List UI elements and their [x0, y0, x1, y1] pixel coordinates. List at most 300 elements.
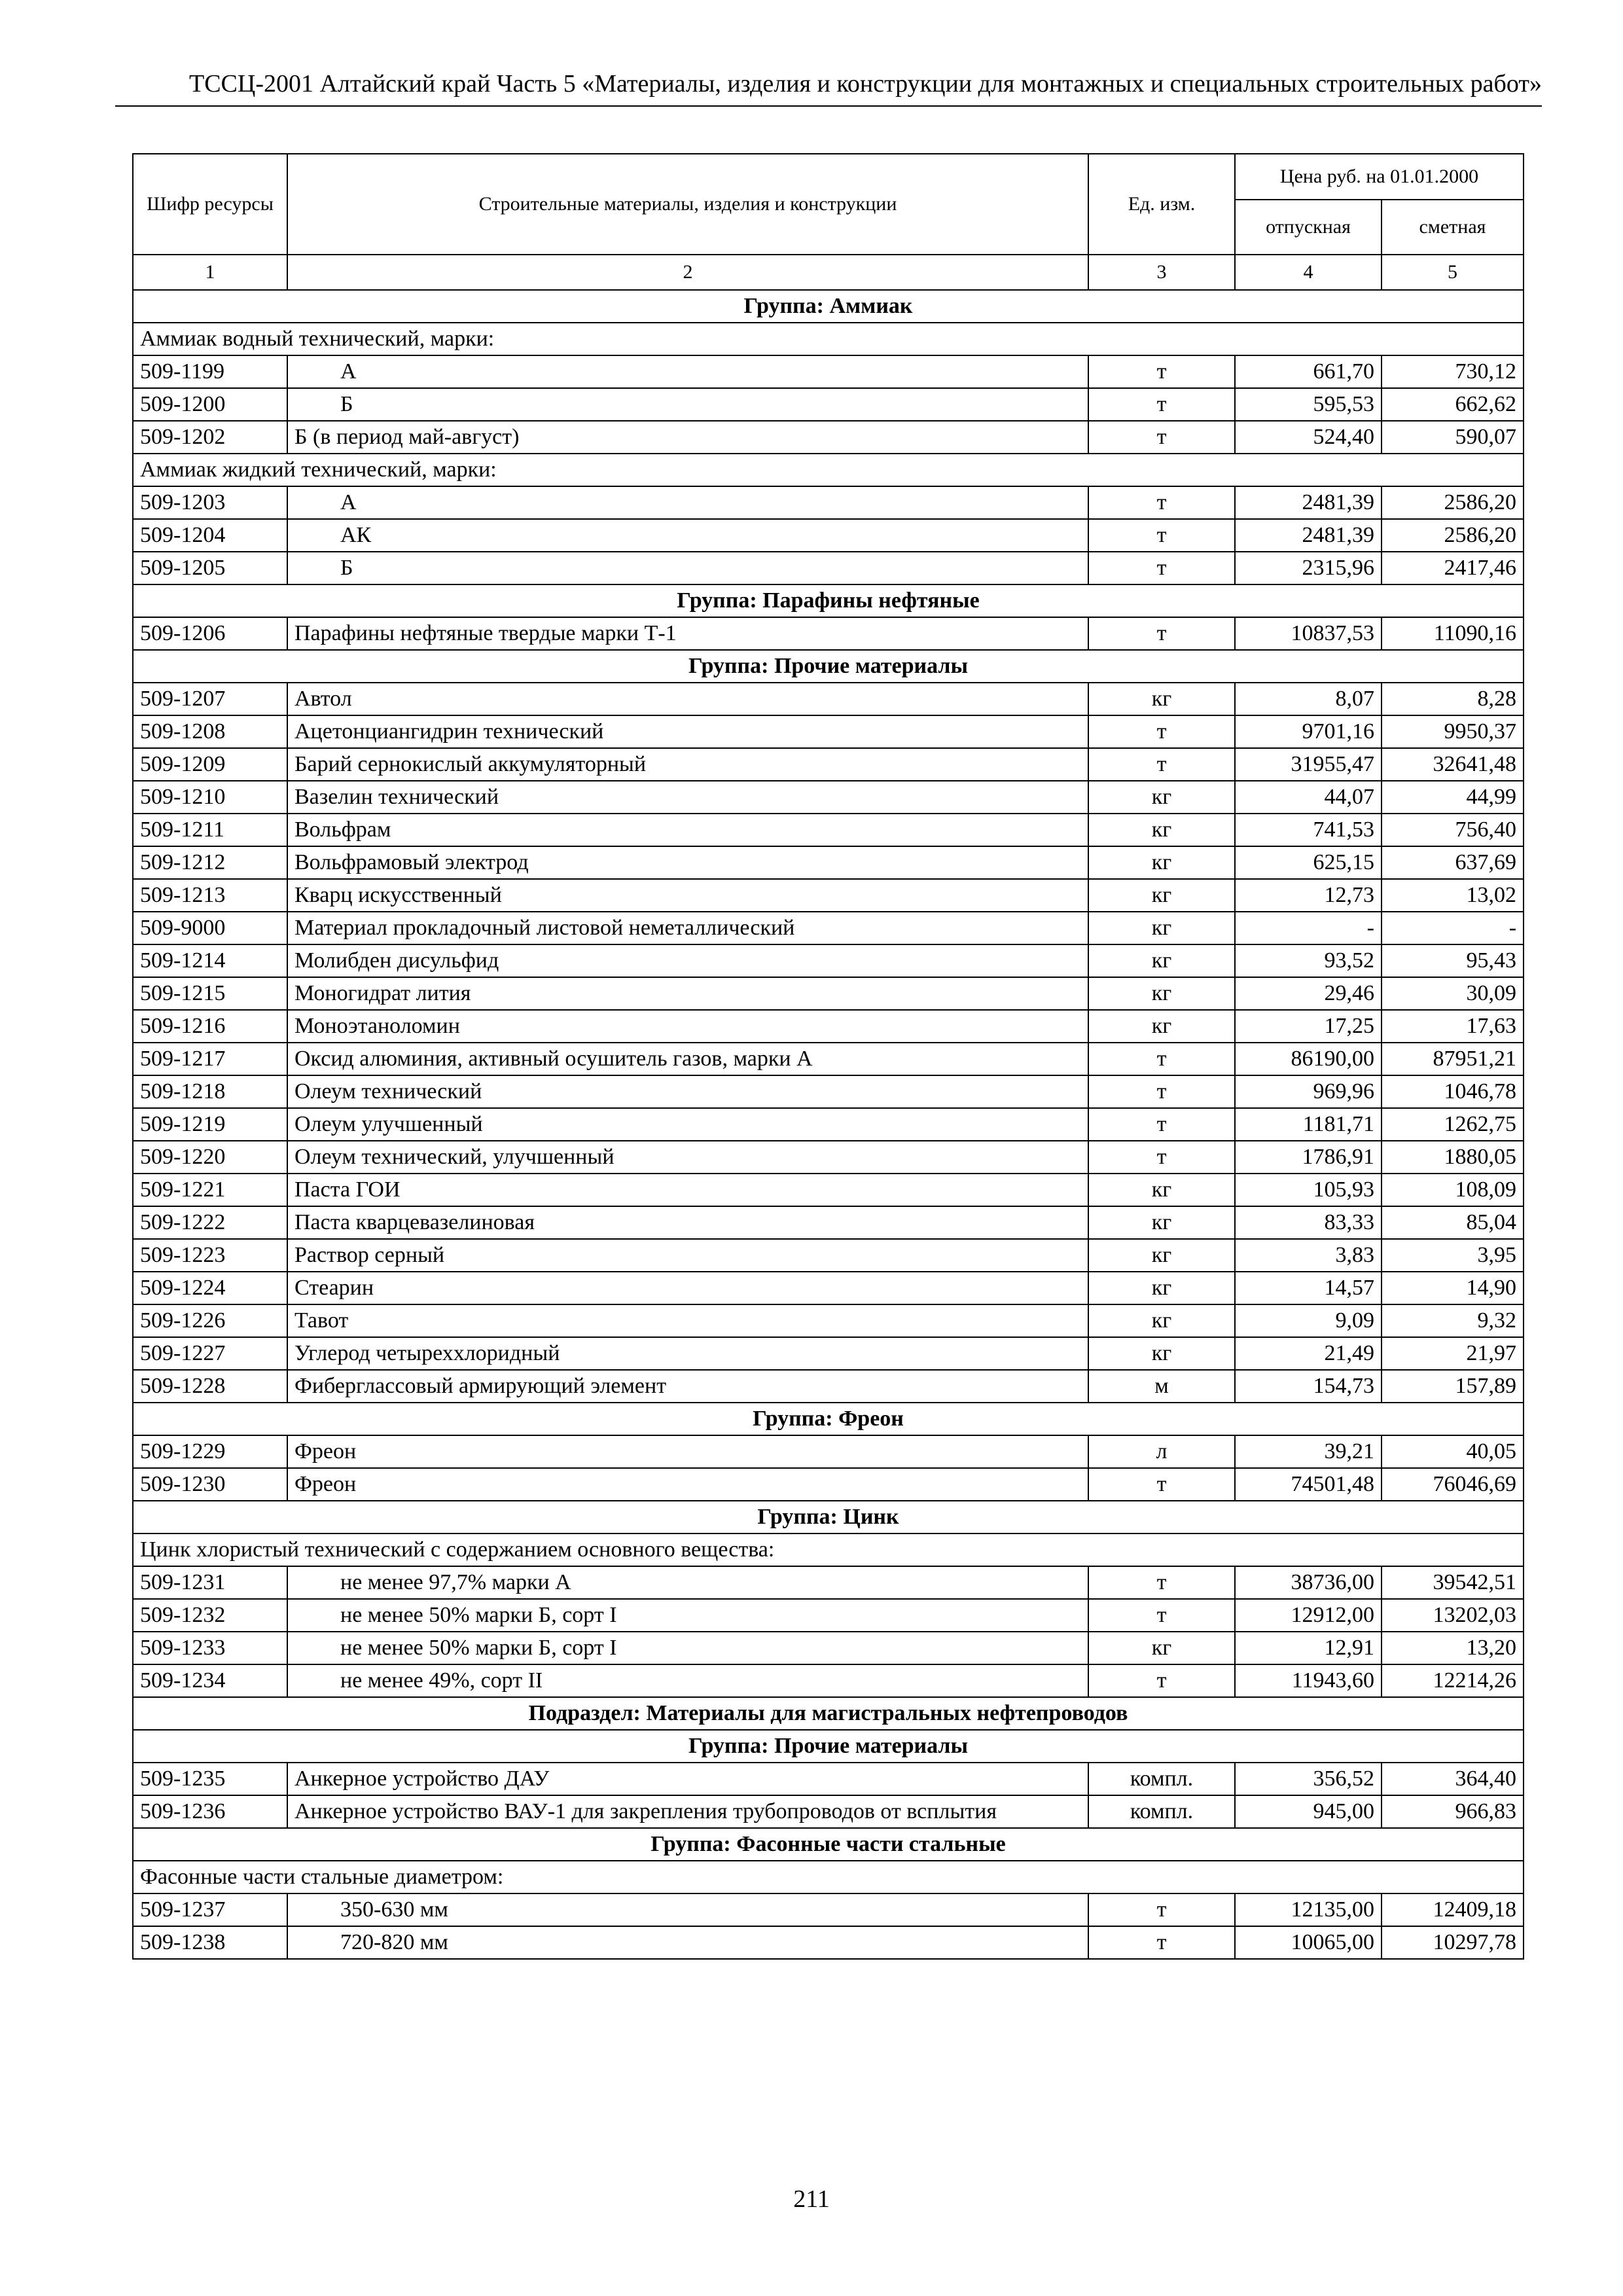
- resource-code: 509-1227: [133, 1337, 287, 1370]
- estimate-price: 44,99: [1382, 781, 1524, 814]
- group-row: [133, 584, 1524, 617]
- material-name-text: Автол: [294, 687, 352, 711]
- material-name: [287, 1893, 1088, 1926]
- page-number: 211: [793, 2185, 830, 2213]
- material-name: [287, 912, 1088, 944]
- section-title: Подраздел: Материалы для магистральных нефтепроводов: [133, 1697, 1524, 1730]
- table-row: [133, 814, 1524, 846]
- resource-code: 509-1230: [133, 1468, 287, 1501]
- estimate-price: 2586,20: [1382, 486, 1524, 519]
- table-row: [133, 1141, 1524, 1174]
- table-row: [133, 1435, 1524, 1468]
- estimate-price: 40,05: [1382, 1435, 1524, 1468]
- unit: кг: [1088, 912, 1235, 944]
- estimate-price: 87951,21: [1382, 1043, 1524, 1075]
- material-name-text: Паста ГОИ: [294, 1177, 401, 1202]
- release-price: 2315,96: [1235, 552, 1382, 584]
- material-name-text: Фреон: [294, 1472, 357, 1496]
- table-row: [133, 617, 1524, 650]
- release-price: 93,52: [1235, 944, 1382, 977]
- material-name-text: Моногидрат лития: [294, 981, 471, 1005]
- estimate-price: 966,83: [1382, 1795, 1524, 1828]
- unit: компл.: [1088, 1795, 1235, 1828]
- table-row: [133, 683, 1524, 715]
- material-name: [287, 944, 1088, 977]
- unit: т: [1088, 1108, 1235, 1141]
- subheading-row: [133, 1534, 1524, 1566]
- material-name: [287, 1599, 1088, 1632]
- material-name-text: Моноэтаноломин: [294, 1014, 460, 1038]
- col-header-estimate: сметная: [1382, 200, 1524, 255]
- resource-code: 509-1232: [133, 1599, 287, 1632]
- unit: кг: [1088, 781, 1235, 814]
- estimate-price: 10297,78: [1382, 1926, 1524, 1959]
- resource-code: 509-1213: [133, 879, 287, 912]
- estimate-price: 85,04: [1382, 1206, 1524, 1239]
- material-name: [287, 977, 1088, 1010]
- section-row: [133, 1697, 1524, 1730]
- subheading-row: [133, 1861, 1524, 1893]
- unit: т: [1088, 617, 1235, 650]
- material-name-text: Паста кварцевазелиновая: [294, 1210, 535, 1234]
- material-name-text: Углерод четыреххлоридный: [294, 1341, 560, 1365]
- col-header-name: Строительные материалы, изделия и конструкции: [287, 154, 1088, 255]
- group-title: Группа: Прочие материалы: [133, 1730, 1524, 1763]
- table-row: [133, 1075, 1524, 1108]
- col-header-release: отпускная: [1235, 200, 1382, 255]
- resource-code: 509-9000: [133, 912, 287, 944]
- table-row: [133, 1206, 1524, 1239]
- unit: т: [1088, 1599, 1235, 1632]
- table-row: [133, 944, 1524, 977]
- table-row: [133, 1468, 1524, 1501]
- resource-code: 509-1219: [133, 1108, 287, 1141]
- resource-code: 509-1212: [133, 846, 287, 879]
- group-row: [133, 1828, 1524, 1861]
- estimate-price: 590,07: [1382, 421, 1524, 454]
- release-price: 21,49: [1235, 1337, 1382, 1370]
- release-price: 12912,00: [1235, 1599, 1382, 1632]
- unit: кг: [1088, 879, 1235, 912]
- unit: м: [1088, 1370, 1235, 1403]
- table-row: [133, 846, 1524, 879]
- material-name: [287, 1206, 1088, 1239]
- resource-code: 509-1224: [133, 1272, 287, 1304]
- material-name: [287, 1468, 1088, 1501]
- release-price: 524,40: [1235, 421, 1382, 454]
- release-price: 11943,60: [1235, 1664, 1382, 1697]
- material-name-text: Парафины нефтяные твердые марки Т-1: [294, 621, 677, 645]
- material-name-text: АК: [340, 523, 372, 547]
- material-name: [287, 1370, 1088, 1403]
- release-price: 154,73: [1235, 1370, 1382, 1403]
- estimate-price: 108,09: [1382, 1174, 1524, 1206]
- estimate-price: -: [1382, 912, 1524, 944]
- group-title: Группа: Прочие материалы: [133, 650, 1524, 683]
- subheading-row: [133, 323, 1524, 355]
- resource-code: 509-1237: [133, 1893, 287, 1926]
- resource-code: 509-1229: [133, 1435, 287, 1468]
- resource-code: 509-1202: [133, 421, 287, 454]
- release-price: 17,25: [1235, 1010, 1382, 1043]
- release-price: 39,21: [1235, 1435, 1382, 1468]
- col-number-5: 5: [1382, 255, 1524, 290]
- release-price: 595,53: [1235, 388, 1382, 421]
- release-price: 14,57: [1235, 1272, 1382, 1304]
- material-name: [287, 1664, 1088, 1697]
- material-name: [287, 1337, 1088, 1370]
- material-name-text: Б: [340, 392, 353, 416]
- material-name: [287, 617, 1088, 650]
- unit: т: [1088, 552, 1235, 584]
- table-row: [133, 1795, 1524, 1828]
- material-name-text: не менее 49%, сорт II: [340, 1668, 543, 1693]
- col-number-1: 1: [133, 255, 287, 290]
- release-price: 10837,53: [1235, 617, 1382, 650]
- group-row: [133, 1730, 1524, 1763]
- material-name-text: не менее 50% марки Б, сорт I: [340, 1636, 617, 1660]
- table-row: [133, 388, 1524, 421]
- table-row: [133, 1174, 1524, 1206]
- table-row: [133, 715, 1524, 748]
- group-title: Группа: Фреон: [133, 1403, 1524, 1435]
- estimate-price: 1262,75: [1382, 1108, 1524, 1141]
- resource-code: 509-1204: [133, 519, 287, 552]
- resource-code: 509-1223: [133, 1239, 287, 1272]
- material-name: [287, 1926, 1088, 1959]
- material-name-text: не менее 97,7% марки А: [340, 1570, 571, 1594]
- material-name-text: Олеум улучшенный: [294, 1112, 483, 1136]
- release-price: 86190,00: [1235, 1043, 1382, 1075]
- unit: кг: [1088, 1337, 1235, 1370]
- material-name: [287, 1304, 1088, 1337]
- unit: т: [1088, 1043, 1235, 1075]
- unit: т: [1088, 1664, 1235, 1697]
- unit: кг: [1088, 1239, 1235, 1272]
- unit: кг: [1088, 1632, 1235, 1664]
- release-price: 44,07: [1235, 781, 1382, 814]
- group-row: [133, 1501, 1524, 1534]
- unit: кг: [1088, 977, 1235, 1010]
- material-name-text: Молибден дисульфид: [294, 948, 499, 973]
- table-row: [133, 486, 1524, 519]
- release-price: 1786,91: [1235, 1141, 1382, 1174]
- resource-code: 509-1222: [133, 1206, 287, 1239]
- material-name: [287, 1435, 1088, 1468]
- subheading-text: Цинк хлористый технический с содержанием основного вещества:: [133, 1534, 1524, 1566]
- estimate-price: 12214,26: [1382, 1664, 1524, 1697]
- table-row: [133, 1893, 1524, 1926]
- material-name: [287, 781, 1088, 814]
- material-name: [287, 1566, 1088, 1599]
- material-name-text: Материал прокладочный листовой неметаллический: [294, 916, 795, 940]
- material-name-text: не менее 50% марки Б, сорт I: [340, 1603, 617, 1627]
- estimate-price: 39542,51: [1382, 1566, 1524, 1599]
- estimate-price: 9,32: [1382, 1304, 1524, 1337]
- material-name: [287, 846, 1088, 879]
- release-price: 3,83: [1235, 1239, 1382, 1272]
- release-price: 945,00: [1235, 1795, 1382, 1828]
- table-row: [133, 1337, 1524, 1370]
- estimate-price: 76046,69: [1382, 1468, 1524, 1501]
- table-header: [133, 154, 1524, 290]
- table-row: [133, 977, 1524, 1010]
- material-name-text: Вазелин технический: [294, 785, 499, 809]
- unit: т: [1088, 486, 1235, 519]
- release-price: 9701,16: [1235, 715, 1382, 748]
- material-name-text: А: [340, 490, 357, 514]
- estimate-price: 157,89: [1382, 1370, 1524, 1403]
- unit: кг: [1088, 944, 1235, 977]
- material-name: [287, 355, 1088, 388]
- unit: т: [1088, 355, 1235, 388]
- material-name-text: Ацетонциангидрин технический: [294, 719, 604, 744]
- resource-code: 509-1231: [133, 1566, 287, 1599]
- material-name-text: Кварц искусственный: [294, 883, 502, 907]
- release-price: 2481,39: [1235, 519, 1382, 552]
- release-price: 12,73: [1235, 879, 1382, 912]
- material-name: [287, 1010, 1088, 1043]
- estimate-price: 17,63: [1382, 1010, 1524, 1043]
- resource-code: 509-1233: [133, 1632, 287, 1664]
- material-name-text: Вольфрамовый электрод: [294, 850, 529, 874]
- material-name: [287, 1108, 1088, 1141]
- unit: т: [1088, 421, 1235, 454]
- subheading-text: Аммиак жидкий технический, марки:: [133, 454, 1524, 486]
- material-name: [287, 552, 1088, 584]
- running-header: ТССЦ-2001 Алтайский край Часть 5 «Материалы, изделия и конструкции для монтажных и специальных строительных работ»: [189, 70, 1542, 98]
- resource-code: 509-1203: [133, 486, 287, 519]
- unit: т: [1088, 1468, 1235, 1501]
- estimate-price: 1046,78: [1382, 1075, 1524, 1108]
- resource-code: 509-1214: [133, 944, 287, 977]
- estimate-price: 30,09: [1382, 977, 1524, 1010]
- col-header-code: Шифр ресурсы: [133, 154, 287, 255]
- header-rule: [115, 105, 1542, 107]
- table-row: [133, 1599, 1524, 1632]
- material-name-text: Фиберглассовый армирующий элемент: [294, 1374, 667, 1398]
- estimate-price: 1880,05: [1382, 1141, 1524, 1174]
- release-price: 74501,48: [1235, 1468, 1382, 1501]
- resource-code: 509-1216: [133, 1010, 287, 1043]
- table-row: [133, 552, 1524, 584]
- material-name-text: А: [340, 359, 357, 384]
- release-price: 356,52: [1235, 1763, 1382, 1795]
- resource-code: 509-1210: [133, 781, 287, 814]
- material-name: [287, 1763, 1088, 1795]
- estimate-price: 2417,46: [1382, 552, 1524, 584]
- table-row: [133, 1010, 1524, 1043]
- resource-code: 509-1228: [133, 1370, 287, 1403]
- material-name: [287, 519, 1088, 552]
- resource-code: 509-1217: [133, 1043, 287, 1075]
- material-name: [287, 814, 1088, 846]
- resource-code: 509-1235: [133, 1763, 287, 1795]
- unit: кг: [1088, 683, 1235, 715]
- table-row: [133, 1108, 1524, 1141]
- unit: т: [1088, 748, 1235, 781]
- release-price: 1181,71: [1235, 1108, 1382, 1141]
- release-price: 969,96: [1235, 1075, 1382, 1108]
- material-name: [287, 715, 1088, 748]
- material-name-text: Анкерное устройство ДАУ: [294, 1767, 550, 1791]
- material-name-text: Оксид алюминия, активный осушитель газов, марки А: [294, 1047, 813, 1071]
- estimate-price: 13202,03: [1382, 1599, 1524, 1632]
- resource-code: 509-1234: [133, 1664, 287, 1697]
- resource-code: 509-1199: [133, 355, 287, 388]
- resource-code: 509-1209: [133, 748, 287, 781]
- resource-code: 509-1218: [133, 1075, 287, 1108]
- unit: кг: [1088, 1174, 1235, 1206]
- material-name-text: Анкерное устройство ВАУ-1 для закрепления трубопроводов от всплытия: [294, 1799, 997, 1823]
- table-row: [133, 1370, 1524, 1403]
- release-price: 8,07: [1235, 683, 1382, 715]
- estimate-price: 637,69: [1382, 846, 1524, 879]
- release-price: -: [1235, 912, 1382, 944]
- group-title: Группа: Парафины нефтяные: [133, 584, 1524, 617]
- material-name-text: Раствор серный: [294, 1243, 445, 1267]
- unit: т: [1088, 1893, 1235, 1926]
- col-header-price: Цена руб. на 01.01.2000: [1235, 154, 1524, 200]
- material-name: [287, 1795, 1088, 1828]
- resource-code: 509-1236: [133, 1795, 287, 1828]
- subheading-text: Аммиак водный технический, марки:: [133, 323, 1524, 355]
- unit: кг: [1088, 1206, 1235, 1239]
- table-row: [133, 1664, 1524, 1697]
- release-price: 38736,00: [1235, 1566, 1382, 1599]
- col-header-unit: Ед. изм.: [1088, 154, 1235, 255]
- unit: т: [1088, 1075, 1235, 1108]
- table-row: [133, 1566, 1524, 1599]
- table-row: [133, 1632, 1524, 1664]
- col-number-3: 3: [1088, 255, 1235, 290]
- estimate-price: 2586,20: [1382, 519, 1524, 552]
- table-row: [133, 912, 1524, 944]
- material-name-text: Олеум технический, улучшенный: [294, 1145, 615, 1169]
- table-row: [133, 879, 1524, 912]
- estimate-price: 12409,18: [1382, 1893, 1524, 1926]
- unit: компл.: [1088, 1763, 1235, 1795]
- material-name: [287, 1272, 1088, 1304]
- material-name: [287, 879, 1088, 912]
- material-name-text: Б: [340, 556, 353, 580]
- col-number-4: 4: [1235, 255, 1382, 290]
- group-row: [133, 290, 1524, 323]
- material-name-text: Вольфрам: [294, 817, 391, 842]
- material-name-text: Б (в период май-август): [294, 425, 520, 449]
- release-price: 2481,39: [1235, 486, 1382, 519]
- material-name: [287, 1043, 1088, 1075]
- table-row: [133, 1304, 1524, 1337]
- estimate-price: 32641,48: [1382, 748, 1524, 781]
- release-price: 83,33: [1235, 1206, 1382, 1239]
- material-name-text: Барий сернокислый аккумуляторный: [294, 752, 647, 776]
- estimate-price: 8,28: [1382, 683, 1524, 715]
- resource-code: 509-1220: [133, 1141, 287, 1174]
- table-row: [133, 1043, 1524, 1075]
- unit: т: [1088, 519, 1235, 552]
- release-price: 661,70: [1235, 355, 1382, 388]
- unit: т: [1088, 715, 1235, 748]
- resource-code: 509-1206: [133, 617, 287, 650]
- release-price: 29,46: [1235, 977, 1382, 1010]
- unit: т: [1088, 1566, 1235, 1599]
- subheading-text: Фасонные части стальные диаметром:: [133, 1861, 1524, 1893]
- estimate-price: 95,43: [1382, 944, 1524, 977]
- group-row: [133, 650, 1524, 683]
- material-name: [287, 748, 1088, 781]
- resource-code: 509-1205: [133, 552, 287, 584]
- estimate-price: 756,40: [1382, 814, 1524, 846]
- price-table: [132, 153, 1524, 1960]
- unit: кг: [1088, 1272, 1235, 1304]
- material-name-text: Тавот: [294, 1308, 349, 1333]
- group-title: Группа: Аммиак: [133, 290, 1524, 323]
- resource-code: 509-1208: [133, 715, 287, 748]
- resource-code: 509-1238: [133, 1926, 287, 1959]
- unit: кг: [1088, 846, 1235, 879]
- release-price: 10065,00: [1235, 1926, 1382, 1959]
- table-row: [133, 781, 1524, 814]
- table-row: [133, 355, 1524, 388]
- subheading-row: [133, 454, 1524, 486]
- estimate-price: 364,40: [1382, 1763, 1524, 1795]
- col-number-2: 2: [287, 255, 1088, 290]
- material-name-text: 720-820 мм: [340, 1930, 448, 1954]
- release-price: 105,93: [1235, 1174, 1382, 1206]
- unit: т: [1088, 1926, 1235, 1959]
- resource-code: 509-1215: [133, 977, 287, 1010]
- estimate-price: 14,90: [1382, 1272, 1524, 1304]
- table-row: [133, 421, 1524, 454]
- table-row: [133, 1926, 1524, 1959]
- material-name-text: Олеум технический: [294, 1079, 482, 1103]
- release-price: 12,91: [1235, 1632, 1382, 1664]
- unit: кг: [1088, 1010, 1235, 1043]
- release-price: 625,15: [1235, 846, 1382, 879]
- estimate-price: 662,62: [1382, 388, 1524, 421]
- estimate-price: 3,95: [1382, 1239, 1524, 1272]
- table-body: [133, 290, 1524, 1959]
- material-name: [287, 486, 1088, 519]
- material-name: [287, 1075, 1088, 1108]
- table-row: [133, 1272, 1524, 1304]
- material-name: [287, 1239, 1088, 1272]
- estimate-price: 730,12: [1382, 355, 1524, 388]
- table-row: [133, 748, 1524, 781]
- table-row: [133, 519, 1524, 552]
- table-row: [133, 1239, 1524, 1272]
- estimate-price: 21,97: [1382, 1337, 1524, 1370]
- material-name: [287, 388, 1088, 421]
- resource-code: 509-1211: [133, 814, 287, 846]
- group-title: Группа: Фасонные части стальные: [133, 1828, 1524, 1861]
- unit: т: [1088, 388, 1235, 421]
- estimate-price: 13,20: [1382, 1632, 1524, 1664]
- material-name: [287, 683, 1088, 715]
- material-name: [287, 1632, 1088, 1664]
- resource-code: 509-1207: [133, 683, 287, 715]
- unit: кг: [1088, 814, 1235, 846]
- resource-code: 509-1226: [133, 1304, 287, 1337]
- group-row: [133, 1403, 1524, 1435]
- group-title: Группа: Цинк: [133, 1501, 1524, 1534]
- release-price: 9,09: [1235, 1304, 1382, 1337]
- unit: т: [1088, 1141, 1235, 1174]
- unit: л: [1088, 1435, 1235, 1468]
- material-name: [287, 421, 1088, 454]
- material-name: [287, 1174, 1088, 1206]
